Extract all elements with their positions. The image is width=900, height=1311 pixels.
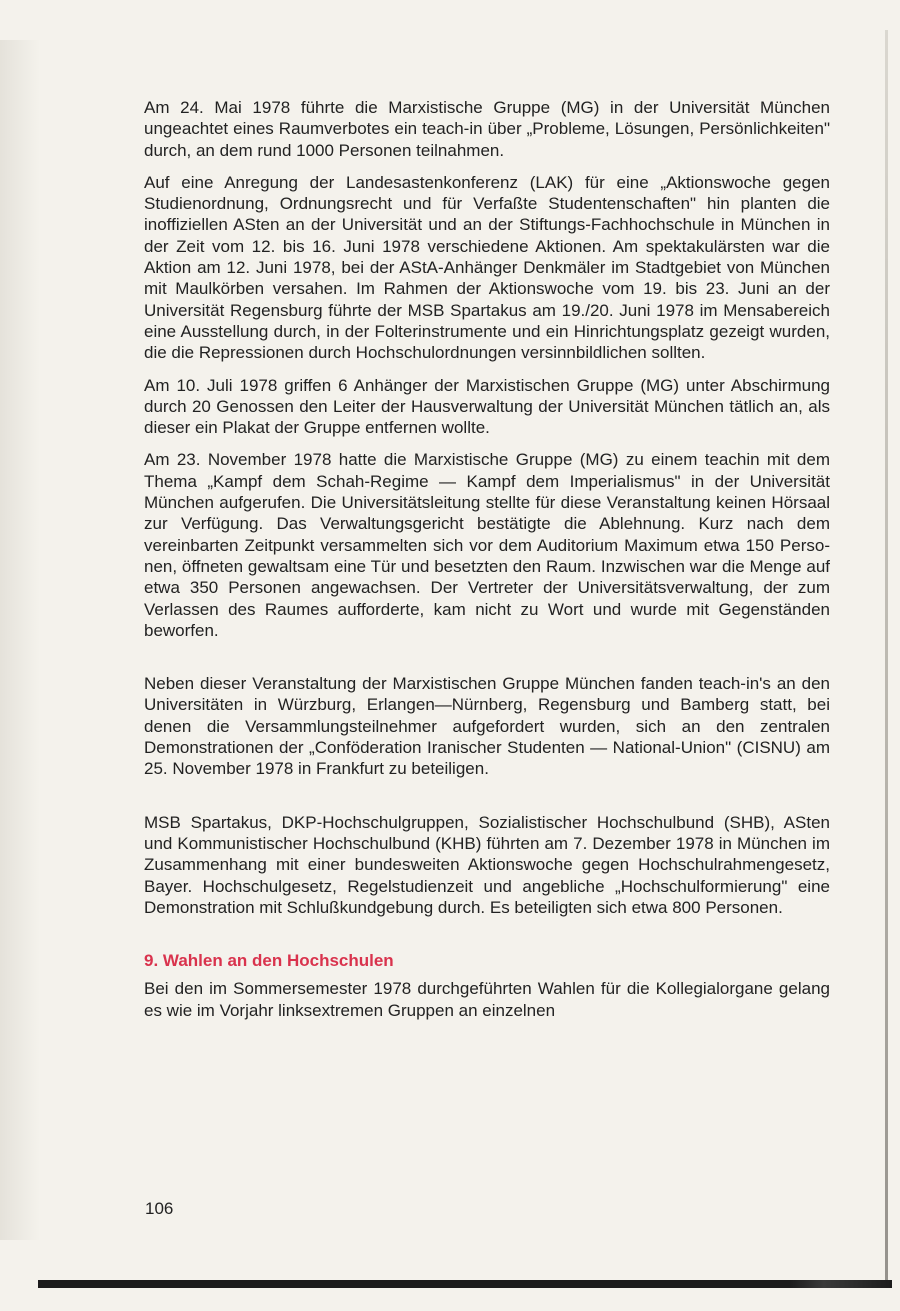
section-heading: 9. Wahlen an den Hochschulen — [144, 951, 394, 971]
text-column — [144, 97, 830, 1021]
paragraph-1: Am 24. Mai 1978 führte die Marxistische Gruppe (MG) in der Universität München ungeachtet eines Raumverbotes ein teach-in über „Probleme, Lösungen, Persönlichkeiten" durch, an dem rund 1000 Personen teilnahmen. — [144, 98, 830, 160]
section-paragraph: Bei den im Sommersemester 1978 durchgeführten Wahlen für die Kollegialorgane gelang es wie im Vorjahr linksextremen Gruppen an einzelnen — [144, 979, 830, 1020]
paragraph-4: Am 23. November 1978 hatte die Marxistische Gruppe (MG) zu einem teachin mit dem Thema „Kampf dem Schah-Regime — Kampf dem Imperialismus" in der Universität München aufgerufen. Die Universitätsleitung stellte für diese Veranstaltung keinen Hörsaal zur Verfügung. Das Verwaltungsgericht bestätigte die Ablehnung. Kurz nach dem vereinbarten Zeitpunkt versammelten sich vor dem Auditorium Maximum etwa 150 Personen, öffneten gewaltsam eine Tür und besetzten den Raum. Inzwischen war die Menge auf etwa 350 Personen angewachsen. Der Vertreter der Universitätsverwaltung, der zum Verlassen des Raumes aufforderte, kam nicht zu Wort und wurde mit Gegenständen beworfen. — [144, 450, 830, 640]
bottom-rule — [38, 1280, 892, 1288]
paragraph-5: Neben dieser Veranstaltung der Marxistischen Gruppe München fanden teach-in's an den Universitäten in Würzburg, Erlangen—Nürnberg, Regensburg und Bamberg statt, bei denen die Versammlungsteilnehmer aufgefordert wurden, sich an den zentralen Demonstrationen der „Conföderation Iranischer Studenten — National-Union" (CISNU) am 25. November 1978 in Frankfurt zu beteiligen. — [144, 674, 830, 779]
paragraph-2: Auf eine Anregung der Landesastenkonferenz (LAK) für eine „Aktionswoche gegen Studienordnung, Ordnungsrecht und für Verfaßte Studentenschaften" hin planten die inoffiziellen ASten an der Universität und an der Stiftungs-Fachhochschule in München in der Zeit vom 12. bis 16. Juni 1978 verschiedene Aktionen. Am spektakulärsten war die Aktion am 12. Juni 1978, bei der AStA-Anhänger Denkmäler im Stadtgebiet von München mit Maulkörben versahen. Im Rahmen der Aktionswoche vom 19. bis 23. Juni an der Universität Regensburg führte der MSB Spartakus am 19./20. Juni 1978 im Mensabereich eine Ausstellung durch, in der Folterinstrumente und ein Hinrichtungsplatz gezeigt wurden, die die Repressionen durch Hochschulordnungen versinnbildlichen sollten. — [144, 172, 830, 363]
paragraph-3: Am 10. Juli 1978 griffen 6 Anhänger der Marxistischen Gruppe (MG) unter Abschirmung durch 20 Genossen den Leiter der Hausverwaltung der Universität München tätlich an, als dieser ein Plakat der Gruppe entfernen wollte. — [144, 375, 830, 438]
paragraph-6: MSB Spartakus, DKP-Hochschulgruppen, Sozialistischer Hochschulbund (SHB), ASten und Kommunistischer Hochschulbund (KHB) führten am 7. Dezember 1978 in München im Zusammenhang mit einer bundesweiten Aktionswoche gegen Hochschulrahmengesetz, Bayer. Hochschulgesetz, Regelstudienzeit und angebliche „Hochschulformierung" eine Demonstration mit Schlußkundgebung durch. Es beteiligten sich etwa 800 Personen. — [144, 812, 830, 917]
page-left-shadow — [0, 40, 40, 1240]
page-number: 106 — [145, 1199, 174, 1218]
page-right-edge — [885, 30, 888, 1280]
